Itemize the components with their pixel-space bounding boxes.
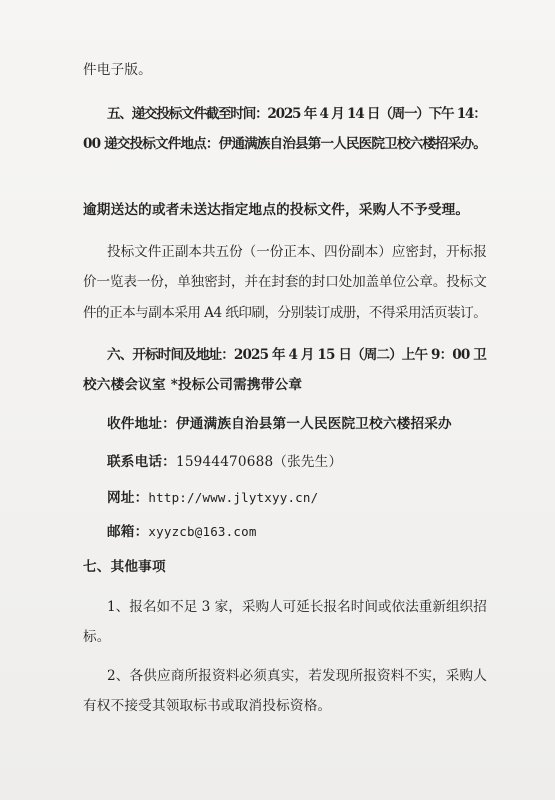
website	[107, 488, 318, 508]
email	[107, 522, 257, 542]
contact-phone-label: 联系电话：	[107, 454, 176, 470]
text-line: 价一览表一份，单独密封，并在封套的封口处加盖单位公章。投标文	[83, 274, 487, 290]
contact-phone-value: 15944470688（张先生）	[175, 454, 343, 470]
text-line: 件电子版。	[83, 62, 152, 78]
section-seven-heading: 七、其他事项	[83, 559, 166, 575]
section-six-heading: 六、开标时间及地址：2025 年 4 月 15 日（周二）上午 9：00 卫	[107, 347, 486, 363]
email-address: xyyzcb@163.com	[148, 524, 257, 539]
late-submission-notice: 逾期送达的或者未送达指定地点的投标文件，采购人不予受理。	[83, 202, 470, 218]
text-line: 2、各供应商所报资料必须真实，若发现所报资料不实，采购人	[107, 668, 487, 684]
text-line: 件的正本与副本采用 A4 纸印刷，分别装订成册，不得采用活页装订。	[83, 305, 487, 321]
text-line: 有权不接受其领取标书或取消投标资格。	[83, 698, 332, 714]
meeting-room-line: 校六楼会议室 *投标公司需携带公章	[83, 377, 303, 393]
website-url: http://www.jlytxyy.cn/	[148, 490, 319, 505]
text-line: 标。	[83, 629, 111, 645]
submission-location: 00 递交投标文件地点：伊通满族自治县第一人民医院卫校六楼招采办。	[83, 136, 486, 152]
text-line: 投标文件正副本共五份（一份正本、四份副本）应密封，开标报	[107, 244, 487, 260]
section-five-heading: 五、递交投标文件截至时间：2025 年 4 月 14 日（周一）下午 14：	[107, 106, 486, 122]
website-label: 网址：	[107, 490, 149, 506]
contact-phone	[107, 452, 342, 472]
text-line: 1、报名如不足 3 家，采购人可延长报名时间或依法重新组织招	[107, 599, 487, 615]
email-label: 邮箱：	[107, 524, 149, 540]
receiving-address: 收件地址：伊通满族自治县第一人民医院卫校六楼招采办	[107, 416, 452, 432]
